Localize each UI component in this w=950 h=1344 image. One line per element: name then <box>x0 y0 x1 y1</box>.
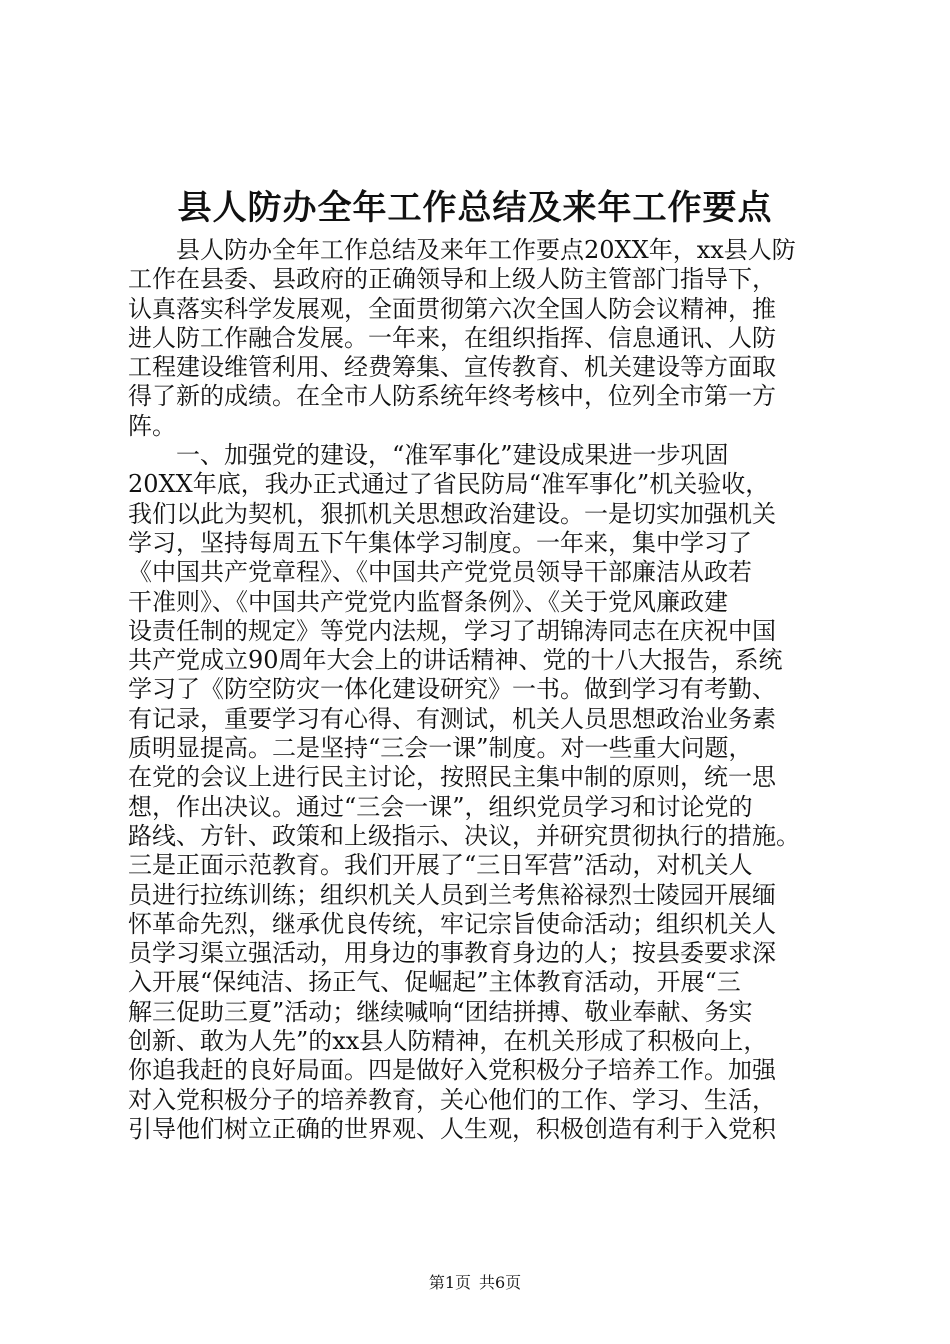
text-line: 创新、敢为人先”的xx县人防精神，在机关形成了积极向上， <box>128 1027 768 1056</box>
text-line: 得了新的成绩。在全市人防系统年终考核中，位列全市第一方 <box>128 382 776 411</box>
page-total: 共6页 <box>479 1273 522 1292</box>
text-line: 有记录，重要学习有心得、有测试，机关人员思想政治业务素 <box>128 704 776 733</box>
text-line: 《中国共产党章程》、《中国共产党党员领导干部廉洁从政若 <box>128 558 752 587</box>
text-line: 在党的会议上进行民主讨论，按照民主集中制的原则，统一思 <box>128 763 776 792</box>
text-line: 三是正面示范教育。我们开展了“三日军营”活动，对机关人 <box>128 851 753 880</box>
text-line: 认真落实科学发展观，全面贯彻第六次全国人防会议精神，推 <box>128 294 776 323</box>
text-line: 对入党积极分子的培养教育，关心他们的工作、学习、生活， <box>128 1085 776 1114</box>
text-line: 工程建设维管利用、经费筹集、宣传教育、机关建设等方面取 <box>128 353 776 382</box>
document-body <box>128 236 848 1144</box>
page-number: 第1页 <box>428 1273 471 1292</box>
text-line: 阵。 <box>128 411 176 440</box>
text-line: 干准则》、《中国共产党党内监督条例》、《关于党风廉政建 <box>128 587 728 616</box>
paragraph-intro <box>128 236 848 441</box>
paragraph-party-building <box>128 441 848 1144</box>
text-line: 想，作出决议。通过“三会一课”，组织党员学习和讨论党的 <box>128 792 753 821</box>
text-line: 员学习渠立强活动，用身边的事教育身边的人；按县委要求深 <box>128 939 776 968</box>
text-line: 我们以此为契机，狠抓机关思想政治建设。一是切实加强机关 <box>128 499 776 528</box>
text-line: 进人防工作融合发展。一年来，在组织指挥、信息通讯、人防 <box>128 323 776 352</box>
text-line: 解三促助三夏”活动；继续喊响“团结拼搏、敬业奉献、务实 <box>128 997 753 1026</box>
text-line: 共产党成立90周年大会上的讲话精神、党的十八大报告，系统 <box>128 646 783 675</box>
text-line: 设责任制的规定》等党内法规，学习了胡锦涛同志在庆祝中国 <box>128 616 776 645</box>
text-line: 路线、方针、政策和上级指示、决议，并研究贯彻执行的措施。 <box>128 821 800 850</box>
text-line: 工作在县委、县政府的正确领导和上级人防主管部门指导下， <box>128 265 776 294</box>
text-line: 学习了《防空防灾一体化建设研究》一书。做到学习有考勤、 <box>128 675 776 704</box>
text-line: 怀革命先烈，继承优良传统，牢记宗旨使命活动；组织机关人 <box>128 909 776 938</box>
document-title: 县人防办全年工作总结及来年工作要点 <box>177 188 773 228</box>
text-line: 学习，坚持每周五下午集体学习制度。一年来，集中学习了 <box>128 528 752 557</box>
text-line: 入开展“保纯洁、扬正气、促崛起”主体教育活动，开展“三 <box>128 968 741 997</box>
text-line: 20XX年底，我办正式通过了省民防局“准军事化”机关验收， <box>128 470 770 499</box>
text-line: 引导他们树立正确的世界观、人生观，积极创造有利于入党积 <box>128 1114 776 1143</box>
text-line: 县人防办全年工作总结及来年工作要点20XX年，xx县人防 <box>128 236 796 264</box>
text-line: 你追我赶的良好局面。四是做好入党积极分子培养工作。加强 <box>128 1056 776 1085</box>
text-line: 质明显提高。二是坚持“三会一课”制度。对一些重大问题， <box>128 734 753 763</box>
text-line: 一、加强党的建设，“准军事化”建设成果进一步巩固 <box>128 441 729 470</box>
text-line: 员进行拉练训练；组织机关人员到兰考焦裕禄烈士陵园开展缅 <box>128 880 776 909</box>
page-footer <box>0 1272 950 1294</box>
